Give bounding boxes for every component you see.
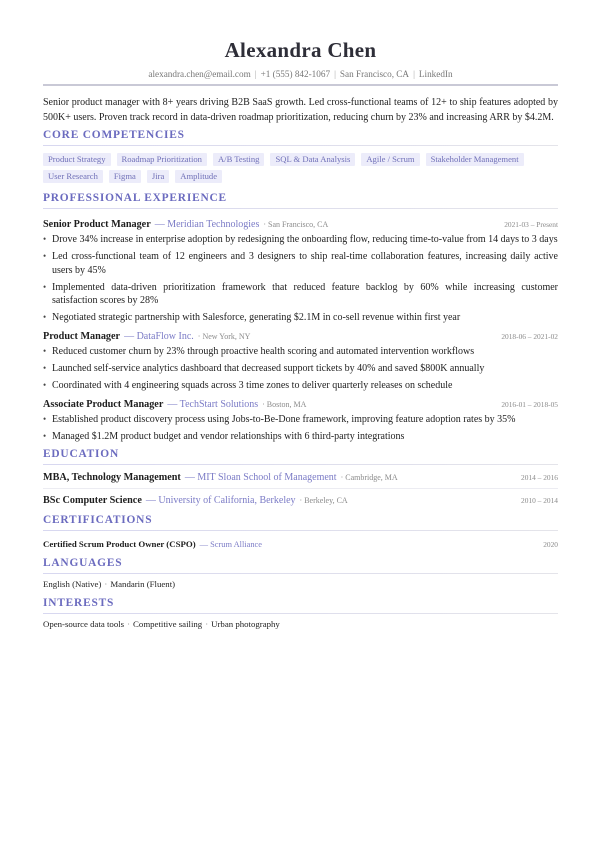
interest-separator: ·: [127, 619, 131, 629]
contact-separator: |: [413, 69, 415, 79]
job-dates: 2021-03 – Present: [504, 220, 558, 229]
certification-name: Certified Scrum Product Owner (CSPO): [43, 539, 196, 549]
professional-summary: Senior product manager with 8+ years driving B2B SaaS growth. Led cross-functional teams of 12+ to ship features adopted by 500K+ users. Proven track record in data-driven roadmap prioritization, reducing churn by 23% and increasing ARR by $4.2M.: [43, 97, 558, 123]
achievement-bullet: • Reduced customer churn by 23% through proactive health scoring and automated intervention workflows: [43, 345, 558, 359]
skill-tag: SQL & Data Analysis: [270, 153, 355, 166]
interests-list: [43, 615, 558, 633]
achievement-bullet: • Drove 34% increase in enterprise adoption by redesigning the onboarding flow, reducing time-to-value from 14 days to 3 days: [43, 233, 558, 247]
education-dates: 2010 – 2014: [521, 496, 558, 505]
contact-linkedin-link[interactable]: LinkedIn: [418, 69, 453, 79]
skill-tag: User Research: [43, 170, 103, 183]
certification-year: 2020: [543, 540, 558, 549]
interest-item: Competitive sailing: [133, 619, 203, 629]
competency-tags: [43, 153, 558, 183]
resume-header: [43, 38, 558, 86]
header-divider: [43, 84, 558, 86]
job-achievements: [43, 413, 558, 444]
contact-location: San Francisco, CA: [339, 69, 410, 79]
job-achievements: [43, 233, 558, 325]
skill-tag: Agile / Scrum: [361, 153, 419, 166]
achievement-bullet: • Coordinated with 4 engineering squads across 3 time zones to deliver quarterly releases on schedule: [43, 379, 558, 393]
job-dates: 2016-01 – 2018-05: [501, 400, 558, 409]
achievement-bullet: • Established product discovery process using Jobs-to-Be-Done framework, improving feature adoption rates by 35%: [43, 413, 558, 427]
school-name: — University of California, Berkeley: [145, 495, 296, 506]
job-location: · San Francisco, CA: [263, 220, 329, 229]
interest-separator: ·: [205, 619, 209, 629]
job-header: [43, 216, 558, 231]
achievement-bullet: • Launched self-service analytics dashboard that decreased support tickets by 40% and saved $800K annually: [43, 362, 558, 376]
job-dates: 2018-06 – 2021-02: [501, 332, 558, 341]
section-title-competencies: CORE COMPETENCIES: [43, 128, 558, 147]
education-entry: [43, 489, 558, 511]
skill-tag: Roadmap Prioritization: [117, 153, 207, 166]
achievement-bullet: • Managed $1.2M product budget and vendor relationships with 6 third-party integrations: [43, 430, 558, 444]
company-name: — DataFlow Inc.: [124, 331, 194, 342]
company-name: — TechStart Solutions: [167, 399, 259, 410]
skill-tag: A/B Testing: [213, 153, 265, 166]
school-location: · Berkeley, CA: [299, 496, 348, 505]
job-header: [43, 328, 558, 343]
achievement-bullet: • Led cross-functional team of 12 engineers and 3 designers to ship real-time collaboration features, increasing daily active users by 45%: [43, 250, 558, 277]
interest-item: Open-source data tools: [43, 619, 125, 629]
skill-tag: Amplitude: [175, 170, 222, 183]
contact-separator: |: [334, 69, 336, 79]
job-achievements: [43, 345, 558, 393]
skill-tag: Stakeholder Management: [426, 153, 524, 166]
certification-issuer: — Scrum Alliance: [199, 540, 262, 549]
section-title-certifications: CERTIFICATIONS: [43, 513, 558, 532]
contact-line: [43, 68, 558, 80]
achievement-bullet: • Negotiated strategic partnership with Salesforce, generating $2.1M in co-sell revenue within first year: [43, 311, 558, 325]
job-header: [43, 396, 558, 411]
section-title-interests: INTERESTS: [43, 596, 558, 615]
degree-name: BSc Computer Science: [43, 495, 142, 506]
languages-list: [43, 575, 558, 593]
section-title-languages: LANGUAGES: [43, 556, 558, 575]
school-location: · Cambridge, MA: [340, 473, 398, 482]
skill-tag: Jira: [147, 170, 169, 183]
certification-entry: [43, 532, 558, 553]
skill-tag: Figma: [109, 170, 141, 183]
candidate-name: Alexandra Chen: [224, 38, 377, 62]
school-name: — MIT Sloan School of Management: [184, 472, 337, 483]
job-entry: [43, 328, 558, 393]
education-list: [43, 466, 558, 511]
contact-separator: |: [254, 69, 257, 79]
section-title-education: EDUCATION: [43, 447, 558, 466]
contact-phone[interactable]: +1 (555) 842-1067: [260, 69, 331, 79]
job-entry: [43, 396, 558, 444]
job-title: Senior Product Manager: [43, 219, 151, 230]
job-location: · New York, NY: [197, 332, 251, 341]
achievement-bullet: • Implemented data-driven prioritization framework that reduced feature backlog by 60% while increasing customer satisfaction scores by 28%: [43, 281, 558, 308]
interest-item: Urban photography: [211, 619, 280, 629]
section-title-experience: PROFESSIONAL EXPERIENCE: [43, 191, 558, 210]
language-item: Mandarin (Fluent): [110, 579, 176, 589]
language-separator: ·: [104, 579, 108, 589]
skill-tag: Product Strategy: [43, 153, 111, 166]
job-entry: [43, 216, 558, 325]
education-entry: [43, 466, 558, 489]
job-title: Product Manager: [43, 331, 121, 342]
language-item: English (Native): [43, 579, 102, 589]
job-location: · Boston, MA: [262, 400, 307, 409]
job-title: Associate Product Manager: [43, 399, 164, 410]
degree-name: MBA, Technology Management: [43, 472, 181, 483]
contact-email[interactable]: alexandra.chen@email.com: [148, 69, 251, 79]
education-dates: 2014 – 2016: [521, 473, 558, 482]
company-name: — Meridian Technologies: [154, 219, 260, 230]
